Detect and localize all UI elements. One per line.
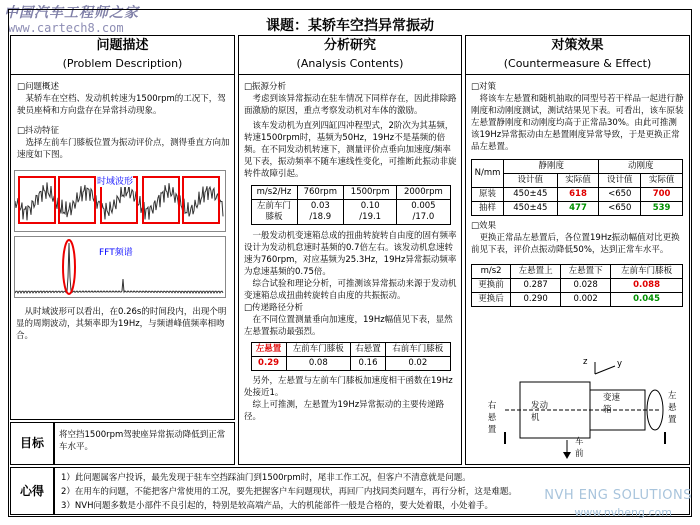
rpm-table-header: m/s2/Hz — [251, 186, 297, 200]
lessons-item: 3）NVH问题多数是小部件不良引起的，特别是较高端产品，大的机能部件一般是合格的，要大处着眼，小处着手。 — [61, 501, 493, 511]
stiffness-subheader: 设计值 — [599, 174, 641, 188]
waveform-label: 时域波形 — [97, 174, 133, 187]
effect-cell: 0.002 — [561, 293, 611, 307]
source-analysis-p4: 综合试验和理论分析，可推测该异常振动来源于发动机变速箱总成扭曲转旋转自由度的共振振动。 — [244, 279, 457, 301]
path-table-cell: 0.16 — [350, 357, 385, 371]
front-label: 车前 — [575, 437, 584, 459]
source-analysis-title: □振源分析 — [244, 82, 287, 92]
problem-overview-title: □问题概述 — [17, 82, 60, 92]
path-analysis-p5: 在不同位置测量垂向加速度，19Hz幅值见下表，显然左悬置振动最强烈。 — [244, 315, 453, 337]
path-table — [251, 342, 451, 371]
brand-watermark: NVH ENG SOLUTIONS — [544, 488, 692, 503]
analysis-subheading: (Analysis Contents) — [296, 57, 404, 70]
stiffness-cell: 477 — [557, 202, 599, 216]
countermeasure-heading: 对策效果 — [551, 38, 604, 53]
vibration-feature-text: 选择左前车门膝板位置为振动评价点，测得垂直方向加速度如下图。 — [17, 138, 230, 160]
path-analysis-title: □传递路径分析 — [244, 303, 304, 313]
path-analysis-p7: 综上可推测，左悬置为19Hz异常振动的主要传递路径。 — [244, 400, 445, 422]
effect-text: 更换正常品左悬置后，各位置19Hz振动幅值对比更换前见下表，评价点振动降低50%，达到正常车水平。 — [471, 233, 680, 255]
rpm-table-row-label: 左前车门膝板 — [251, 200, 297, 225]
right-mount-label: 右悬置 — [487, 401, 497, 435]
rpm-table — [251, 185, 451, 225]
problem-heading: 问题描述 — [96, 38, 149, 53]
source-analysis-p1: 考虑到该异常振动在驻车情况下同样存在，因此排除路面激励的原因，重点考察发动机对车体的激励。 — [244, 94, 457, 116]
stiffness-table — [471, 159, 683, 216]
analysis-heading: 分析研究 — [323, 38, 376, 53]
stiffness-cell: 700 — [641, 188, 683, 202]
gearbox-label: 变速箱 — [603, 393, 621, 415]
path-analysis-p6: 另外，左悬置与左前车门膝板加速度相干函数在19Hz处接近1。 — [244, 376, 453, 398]
engine-label: 发动机 — [531, 401, 549, 423]
rpm-table-header: 1500rpm — [344, 186, 397, 200]
countermeasure-title: □对策 — [471, 82, 497, 92]
stiffness-subheader: 设计值 — [504, 174, 558, 188]
effect-table — [471, 264, 683, 307]
stiffness-dynamic-header: 动刚度 — [599, 160, 683, 174]
effect-cell: 0.287 — [511, 279, 561, 293]
rpm-table-cell: 0.03 /18.9 — [297, 200, 344, 225]
stiffness-cell: 450±45 — [504, 188, 558, 202]
effect-table-header: 左悬置上 — [511, 265, 561, 279]
target-text: 将空挡1500rpm驾驶座异常振动降低到正常车水平。 — [54, 422, 235, 465]
rpm-table-header: 2000rpm — [397, 186, 450, 200]
waveform-line — [15, 182, 223, 221]
z-axis-label: z — [583, 357, 588, 367]
effect-table-header: 左前车门膝板 — [611, 265, 683, 279]
countermeasure-text: 将该车左悬置和随机抽取的同型号若干样品一起进行静刚度和动刚度测试，测试结果见下表。可看出，该车原装左悬置静刚度和动刚度均高于正常品30%。由此可推测该19Hz异常振动由左悬置刚度异常导致，于是更换正常品左悬置。 — [471, 94, 684, 152]
effect-cell: 0.045 — [611, 293, 683, 307]
y-axis — [595, 366, 615, 374]
effect-row-label: 更换后 — [472, 293, 511, 307]
stiffness-row-label: 原装 — [472, 188, 504, 202]
stiffness-cell: 539 — [641, 202, 683, 216]
path-table-cell: 0.02 — [386, 357, 450, 371]
path-table-header: 左前车门膝板 — [286, 343, 350, 357]
stiffness-static-header: 静刚度 — [504, 160, 599, 174]
waveform-conclusion: 从时域波形可以看出，在0.26s的时间段内，出现个明显的周期波动，其频率即为19Hz，与频谱峰值频率相吻合。 — [16, 307, 227, 341]
path-table-cell: 0.29 — [251, 357, 286, 371]
path-table-header: 右前车门膝板 — [386, 343, 450, 357]
stiffness-subheader: 实际值 — [641, 174, 683, 188]
fft-spectrum-chart — [14, 236, 226, 298]
y-axis-label: y — [617, 359, 623, 369]
vibration-feature-title: □抖动特征 — [17, 126, 60, 136]
problem-overview-text: 某轿车在空档、发动机转速为1500rpm的工况下，驾驶员座椅和方向盘存在异常抖动现象。 — [17, 94, 226, 116]
mount-diagram — [475, 357, 685, 460]
watermark-url: www.cartech8.com — [8, 21, 124, 35]
lessons-item: 1）此问题属客户投诉，最先发现于驻车空挡踩油门到1500rpm时，尾非工作工况，但客户不清意就是问题。 — [61, 473, 471, 483]
effect-cell: 0.028 — [561, 279, 611, 293]
stiffness-cell: 450±45 — [504, 202, 558, 216]
effect-table-header: 左悬置下 — [561, 265, 611, 279]
effect-table-header: m/s2 — [472, 265, 511, 279]
rpm-table-header: 760rpm — [297, 186, 344, 200]
effect-cell: 0.290 — [511, 293, 561, 307]
path-table-header: 左悬置 — [251, 343, 286, 357]
effect-row-label: 更换前 — [472, 279, 511, 293]
stiffness-subheader: 实际值 — [557, 174, 599, 188]
front-arrowhead — [563, 452, 571, 459]
stiffness-row-label: 抽样 — [472, 202, 504, 216]
source-analysis-p2: 该车发动机为直列四缸四冲程型式，2阶次为其基频，转速1500rpm时，基频为50Hz，19Hz不是基频的倍频。在不同发动机转速下，测量评价点垂向加速度/频率见下表，振动频率不随车速线性变化，可推断此振动非旋转件故障引起。 — [244, 121, 457, 179]
rpm-table-cell: 0.005 /17.0 — [397, 200, 450, 225]
effect-cell: 0.088 — [611, 279, 683, 293]
stiffness-cell: <650 — [599, 202, 641, 216]
stiffness-cell: 618 — [557, 188, 599, 202]
lessons-label: 心得 — [10, 467, 54, 515]
left-mount-label: 左悬置 — [668, 391, 677, 425]
path-table-cell: 0.08 — [286, 357, 350, 371]
time-waveform-chart — [14, 170, 226, 232]
brand-watermark-url: www.nvheng.com — [574, 506, 672, 519]
page-title: 课题：某轿车空挡异常振动 — [266, 18, 434, 34]
problem-subheading: (Problem Description) — [62, 57, 183, 70]
effect-title: □效果 — [471, 221, 497, 231]
fft-label: FFT频谱 — [99, 248, 133, 258]
lessons-item: 2）在用车的问题，不能把客户常使用的工况，要先把握客户车问题现状，再回厂内找同类问题车，再行分析，这是难题。 — [61, 487, 517, 497]
source-analysis-p3: 一般发动机变速箱总成的扭曲转旋转自由度的固有频率设计为发动机怠速时基频的0.7倍左右。该发动机怠速转速为760rpm，对应基频为25.3Hz，19Hz异常振动频率为怠速基频的0.75倍。 — [244, 231, 457, 277]
path-table-header: 右悬置 — [350, 343, 385, 357]
target-label: 目标 — [10, 422, 54, 465]
analysis-column — [238, 35, 462, 465]
stiffness-unit: N/mm — [472, 160, 504, 188]
countermeasure-subheading: (Countermeasure & Effect) — [503, 57, 652, 70]
stiffness-cell: <650 — [599, 188, 641, 202]
watermark-logo-text: 中国汽车工程师之家 — [4, 5, 139, 21]
rpm-table-cell: 0.10 /19.1 — [344, 200, 397, 225]
